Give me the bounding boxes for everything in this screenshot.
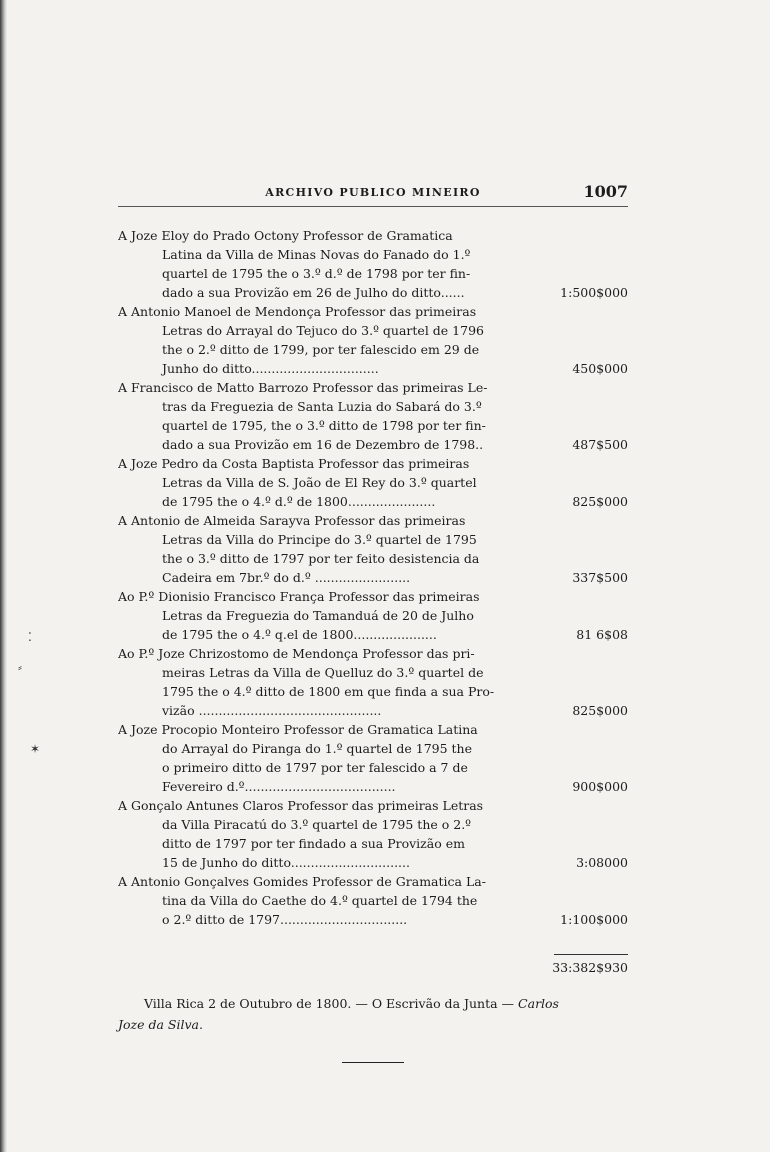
signature-rest: Joze da Silva <box>118 1017 199 1032</box>
payment-entry <box>118 454 628 511</box>
payment-entry <box>118 644 628 720</box>
entry-amount: 487$500 <box>572 437 628 452</box>
payment-entry <box>118 302 628 378</box>
page-edge-shadow <box>0 0 7 1152</box>
entry-line: Fevereiro d.º...................................... <box>162 779 396 794</box>
entry-amount: 825$000 <box>572 494 628 509</box>
end-rule <box>342 1062 404 1063</box>
margin-smudge-bottom: ✶ <box>30 742 41 756</box>
entry-line: A Antonio Gonçalves Gomides Professor de Gramatica La- <box>118 874 486 889</box>
entry-line: the o 2.º ditto de 1799, por ter falescido em 29 de <box>162 342 480 357</box>
payment-entry <box>118 587 628 644</box>
total-amount: 33:382$930 <box>552 960 628 975</box>
margin-smudge-top: ⁚ <box>28 630 32 644</box>
entry-line: Cadeira em 7br.º do d.º ........................ <box>162 570 411 585</box>
entry-line: dado a sua Provizão em 26 de Julho do ditto...... <box>162 285 465 300</box>
entry-line: 1795 the o 4.º ditto de 1800 em que finda a sua Pro- <box>162 684 495 699</box>
signature-first: Carlos <box>518 996 559 1011</box>
payment-entry <box>118 511 628 587</box>
running-header <box>118 184 628 207</box>
entry-amount: 3:08000 <box>576 855 628 870</box>
entry-line: de 1795 the o 4.º d.º de 1800...................... <box>162 494 436 509</box>
entry-line: Letras da Freguezia do Tamanduá de 20 de Julho <box>162 608 474 623</box>
entry-line: A Joze Procopio Monteiro Professor de Gramatica Latina <box>118 722 478 737</box>
entry-line: quartel de 1795 the o 3.º d.º de 1798 por ter fin- <box>162 266 471 281</box>
payment-entry <box>118 872 628 929</box>
entry-line: tras da Freguezia de Santa Luzia do Sabará do 3.º <box>162 399 482 414</box>
entry-line: vizão .............................................. <box>162 703 382 718</box>
page-number: 1007 <box>583 182 628 201</box>
entry-amount: 81 6$08 <box>576 627 628 642</box>
entry-line: quartel de 1795, the o 3.º ditto de 1798 por ter fin- <box>162 418 486 433</box>
entry-line: o 2.º ditto de 1797................................ <box>162 912 408 927</box>
entry-line: meiras Letras da Villa de Quelluz do 3.º quartel de <box>162 665 484 680</box>
entry-amount: 450$000 <box>572 361 628 376</box>
entry-line: ditto de 1797 por ter findado a sua Provizão em <box>162 836 465 851</box>
payment-entry <box>118 226 628 302</box>
signature-end: . <box>199 1017 203 1032</box>
entry-line: Letras do Arrayal do Tejuco do 3.º quartel de 1796 <box>162 323 484 338</box>
entry-line: dado a sua Provizão em 16 de Dezembro de 1798.. <box>162 437 484 452</box>
payment-entry <box>118 378 628 454</box>
entry-amount: 1:500$000 <box>560 285 628 300</box>
running-title: ARCHIVO PUBLICO MINEIRO <box>265 186 481 199</box>
payment-entry <box>118 796 628 872</box>
entry-line: Letras da Villa de S. João de El Rey do 3.º quartel <box>162 475 477 490</box>
entry-line: Ao P.º Joze Chrizostomo de Mendonça Professor das pri- <box>118 646 475 661</box>
closing-statement <box>118 993 628 1035</box>
entry-line: Latina da Villa de Minas Novas do Fanado do 1.º <box>162 247 471 262</box>
payment-entries <box>118 226 628 929</box>
entry-line: A Antonio Manoel de Mendonça Professor das primeiras <box>118 304 477 319</box>
entry-line: A Francisco de Matto Barrozo Professor das primeiras Le- <box>118 380 488 395</box>
entry-line: Letras da Villa do Principe do 3.º quartel de 1795 <box>162 532 477 547</box>
entry-line: do Arrayal do Piranga do 1.º quartel de 1795 the <box>162 741 473 756</box>
entry-amount: 825$000 <box>572 703 628 718</box>
payment-entry <box>118 720 628 796</box>
entry-amount: 900$000 <box>572 779 628 794</box>
entry-line: A Antonio de Almeida Sarayva Professor das primeiras <box>118 513 466 528</box>
entry-line: A Joze Pedro da Costa Baptista Professor das primeiras <box>118 456 470 471</box>
closing-text: Villa Rica 2 de Outubro de 1800. — O Escrivão da Junta — <box>144 996 515 1011</box>
entry-line: tina da Villa do Caethe do 4.º quartel de 1794 the <box>162 893 478 908</box>
entry-amount: 1:100$000 <box>560 912 628 927</box>
margin-smudge-mid: ⸗ <box>18 660 22 674</box>
entry-line: da Villa Piracatú do 3.º quartel de 1795 the o 2.º <box>162 817 472 832</box>
entry-line: de 1795 the o 4.º q.el de 1800..................... <box>162 627 437 642</box>
entry-amount: 337$500 <box>572 570 628 585</box>
entry-line: the o 3.º ditto de 1797 por ter feito desistencia da <box>162 551 480 566</box>
entry-line: Ao P.º Dionisio Francisco França Professor das primeiras <box>118 589 480 604</box>
entry-line: A Gonçalo Antunes Claros Professor das primeiras Letras <box>118 798 484 813</box>
entry-line: A Joze Eloy do Prado Octony Professor de Gramatica <box>118 228 453 243</box>
entry-line: o primeiro ditto de 1797 por ter falescido a 7 de <box>162 760 468 775</box>
entry-line: 15 de Junho do ditto.............................. <box>162 855 410 870</box>
total-rule <box>554 954 628 955</box>
entry-line: Junho do ditto................................ <box>162 361 379 376</box>
